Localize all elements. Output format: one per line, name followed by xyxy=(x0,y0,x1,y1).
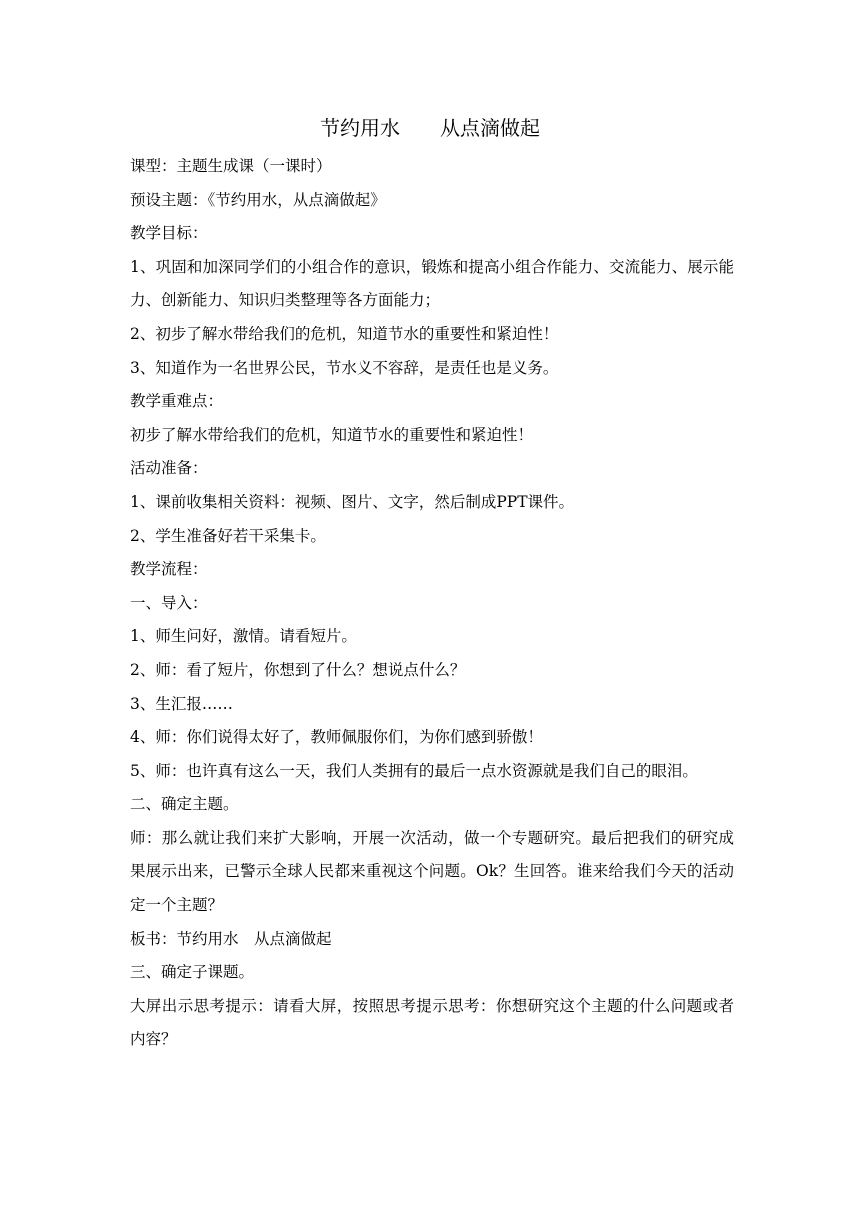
paragraph-lesson-type: 课型：主题生成课（一课时） xyxy=(130,157,332,175)
document-body xyxy=(130,150,734,1057)
paragraph-preset-theme: 预设主题：《节约用水，从点滴做起》 xyxy=(130,190,386,209)
paragraph-preparation-2: 2、学生准备好若干采集卡。 xyxy=(130,526,326,545)
heading-section-theme: 二、确定主题。 xyxy=(130,795,239,814)
paragraph-blackboard: 板书：节约用水 从点滴做起 xyxy=(130,929,332,948)
paragraph-goal-2: 2、初步了解水带给我们的危机，知道节水的重要性和紧迫性！ xyxy=(130,324,559,343)
paragraph-intro-1: 1、师生问好，激情。请看短片。 xyxy=(130,627,357,646)
heading-teaching-process: 教学流程： xyxy=(130,560,208,579)
paragraph-intro-5: 5、师：也许真有这么一天，我们人类拥有的最后一点水资源就是我们自己的眼泪。 xyxy=(130,761,698,780)
paragraph-key-points: 初步了解水带给我们的危机，知道节水的重要性和紧迫性！ xyxy=(130,425,534,444)
paragraph-screen-prompt: 大屏出示思考提示：请看大屏，按照思考提示思考：你想研究这个主题的什么问题或者内容？ xyxy=(130,996,734,1049)
heading-section-subtopics: 三、确定子课题。 xyxy=(130,963,255,982)
paragraph-theme-teacher: 师：那么就让我们来扩大影响，开展一次活动，做一个专题研究。最后把我们的研究成果展示出来，已警示全球人民都来重视这个问题。Ok？生回答。谁来给我们今天的活动定一个主题？ xyxy=(130,828,734,915)
heading-teaching-goals: 教学目标： xyxy=(130,224,208,243)
paragraph-goal-1: 1、巩固和加深同学们的小组合作的意识，锻炼和提高小组合作能力、交流能力、展示能力、创新能力、知识归类整理等各方面能力； xyxy=(130,257,734,310)
paragraph-intro-4: 4、师：你们说得太好了，教师佩服你们，为你们感到骄傲！ xyxy=(130,728,543,747)
document-title: 节约用水 从点滴做起 xyxy=(320,116,540,140)
heading-section-intro: 一、导入： xyxy=(130,593,208,612)
heading-key-points: 教学重难点： xyxy=(130,392,224,411)
paragraph-intro-3: 3、生汇报…… xyxy=(130,694,233,713)
heading-preparation: 活动准备： xyxy=(130,459,208,478)
paragraph-goal-3: 3、知道作为一名世界公民，节水义不容辞，是责任也是义务。 xyxy=(130,358,559,377)
paragraph-preparation-1: 1、课前收集相关资料：视频、图片、文字，然后制成PPT课件。 xyxy=(130,492,575,511)
paragraph-intro-2: 2、师：看了短片，你想到了什么？想说点什么？ xyxy=(130,660,466,679)
